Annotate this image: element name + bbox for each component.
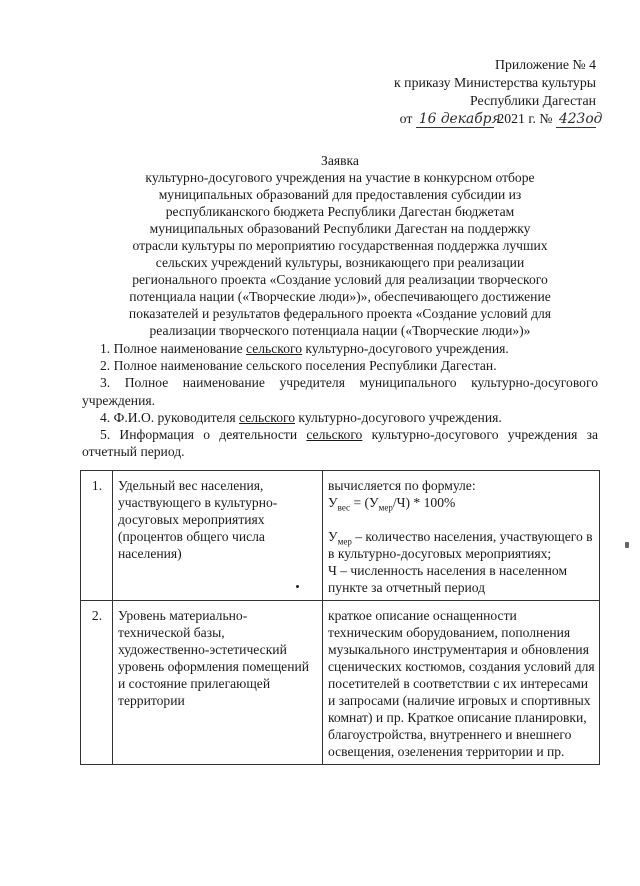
annex-date-line: [394, 110, 603, 128]
title-line: муниципальных образований Республики Дагестан на поддержку: [149, 221, 531, 236]
title-line: отрасли культуры по мероприятию государственная поддержка лучших: [132, 238, 548, 253]
handwritten-date: 16 декабря: [416, 112, 494, 128]
item-4: 4. Ф.И.О. руководителя сельского культурно-досугового учреждения.: [100, 409, 502, 425]
annex-order: к приказу Министерства культуры: [394, 75, 596, 90]
item-3: 3. Полное наименование учредителя муниципального культурно-досугового учреждения.: [82, 375, 598, 408]
row-number: 2.: [81, 601, 113, 765]
criteria-table: [80, 470, 600, 765]
title-line: культурно-досугового учреждения на участие в конкурсном отборе: [145, 170, 535, 185]
formula: $У_{вес} = (У_{мер}/Ч) * 100\%$: [328, 495, 456, 513]
item-1: 1. Полное наименование сельского культурно-досугового учреждения.: [100, 341, 509, 356]
item-5: 5. Информация о деятельности сельского культурно-досугового учреждения за отчетный период.: [82, 427, 598, 460]
title-line: потенциала нации («Творческие люди»)», обеспечивающего достижение: [129, 289, 551, 304]
annex-number: Приложение № 4: [494, 57, 596, 72]
date-year: 2021 г. №: [497, 111, 553, 126]
handwritten-number: 423од: [556, 112, 596, 128]
table-row: [81, 601, 600, 765]
table-row: [81, 471, 600, 601]
scan-dot: [296, 585, 299, 588]
title-line: республиканского бюджета Республики Дагестан бюджетам: [165, 204, 515, 219]
criterion-description: краткое описание оснащенности техническим оборудованием, пополнения музыкального инструментария и обновления сценических костюмов, создания условий для посетителей в соответствии с их интересами и запросами (наличие игровых и спортивных комнат) и пр. Краткое описание планировки, благоустройства, внутреннего и внешнего освещения, озеленения территории и пр.: [323, 601, 600, 765]
item-2: 2. Полное наименование сельского поселения Республики Дагестан.: [100, 358, 497, 374]
criterion-description: [323, 471, 600, 601]
title-line: муниципальных образований для предоставления субсидии из: [158, 187, 522, 202]
title-line: реализации творческого потенциала нации («Творческие люди»)»: [149, 323, 531, 338]
criterion-name: Удельный вес населения, участвующего в культурно-досуговых мероприятиях (процентов общего числа населения): [113, 471, 323, 601]
formula-definition: $У_{мер}$ – количество населения, участвующего в в культурно-досуговых мероприятиях;: [328, 529, 593, 561]
annex-republic: Республики Дагестан: [470, 93, 596, 108]
title-line: показателей и результатов федерального проекта «Создание условий для: [128, 306, 552, 321]
scan-speck: [625, 542, 629, 548]
title-heading: Заявка: [321, 153, 359, 168]
formula-intro: вычисляется по формуле:: [328, 478, 476, 493]
row-number: 1.: [81, 471, 113, 601]
application-title: [80, 152, 600, 339]
numbered-items: [82, 340, 598, 460]
annex-header: [394, 56, 603, 128]
formula-definition: Ч – численность населения в населенном пункте за отчетный период: [328, 563, 568, 595]
title-line: регионального проекта «Создание условий для реализации творческого: [132, 272, 548, 287]
title-line: сельских учреждений культуры, возникающего при реализации: [155, 255, 525, 270]
criterion-name: Уровень материально-технической базы, художественно-эстетический уровень оформления помещений и состояние прилегающей территории: [113, 601, 323, 765]
date-prefix: от: [399, 111, 413, 126]
